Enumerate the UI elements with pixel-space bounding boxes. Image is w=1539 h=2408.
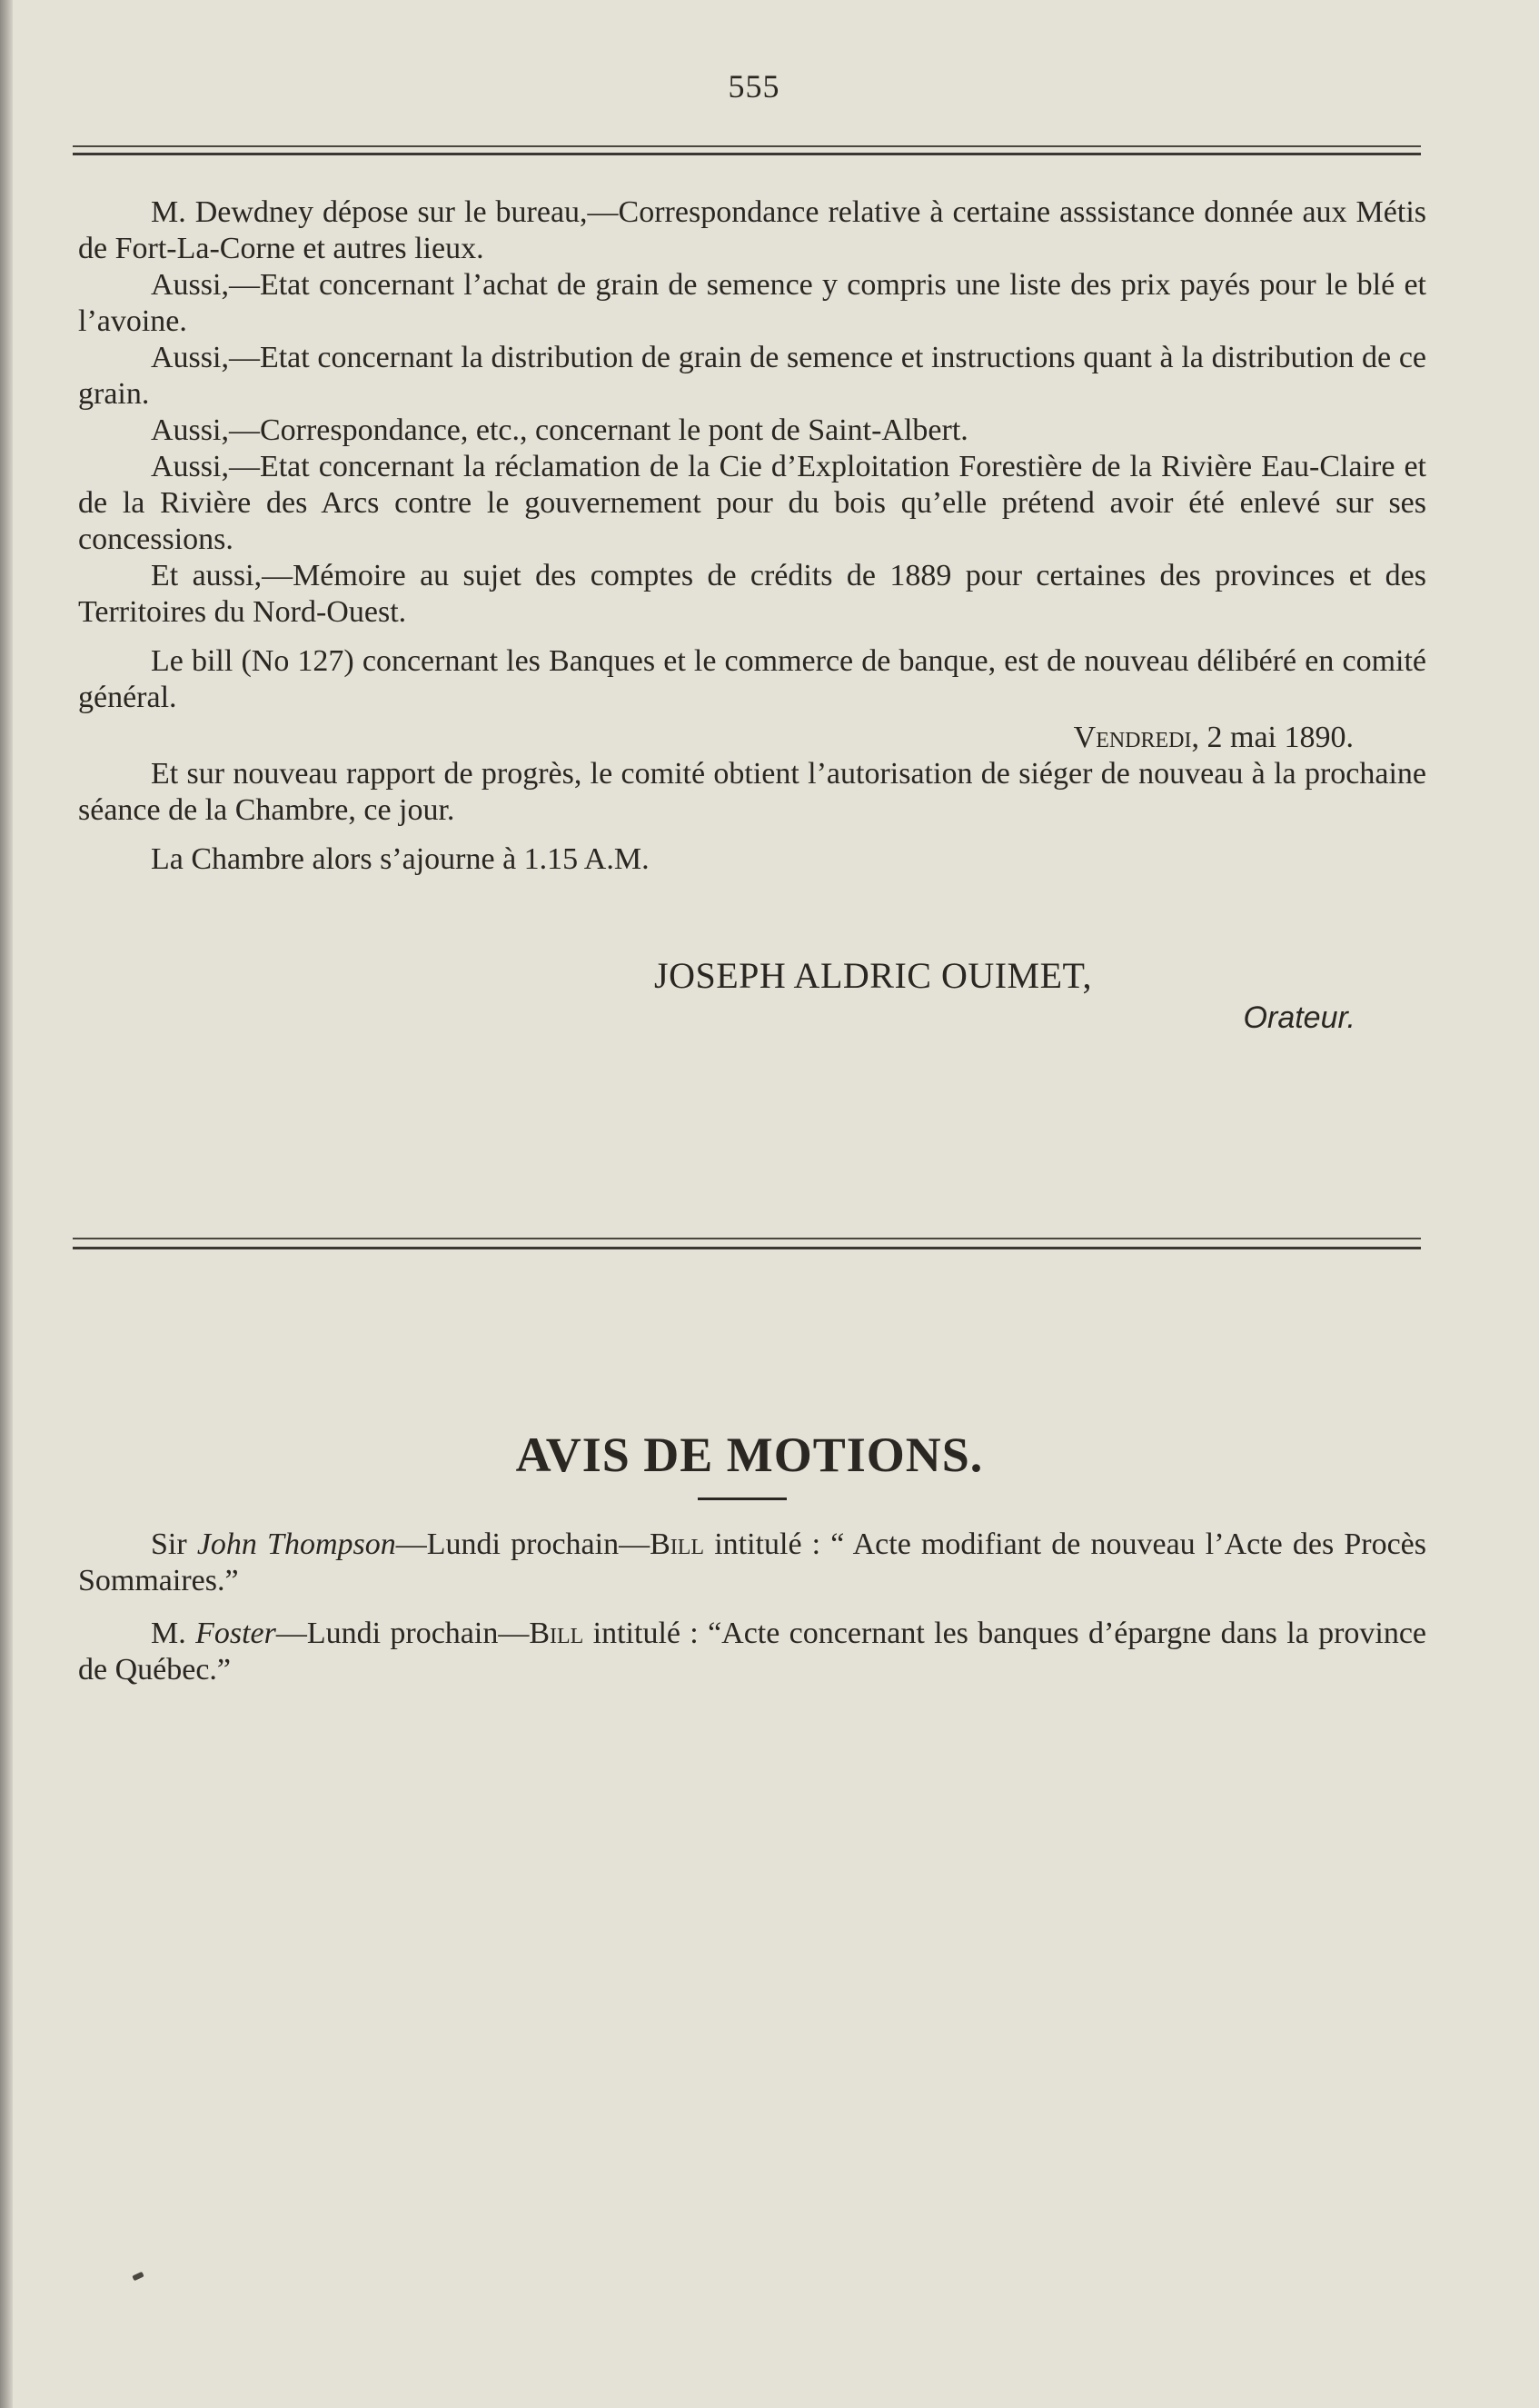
proceedings-text [78,194,1426,878]
ink-speck [132,2272,144,2282]
motion-foster-prefix: M. [151,1617,196,1650]
motion-foster-rest: intitulé : “Acte concernant les banques d’épargne dans la province de Québec.” [78,1617,1427,1687]
motion-thompson-prefix: Sir [151,1527,197,1561]
motion-foster-name: Foster [195,1617,276,1650]
heading-underline [698,1498,787,1500]
signature-block [654,956,1355,1038]
speaker-name: JOSEPH ALDRIC OUIMET, [654,955,1093,996]
header-rule-top [73,145,1421,147]
motion-thompson [78,1527,1426,1599]
page-number: 555 [728,68,780,104]
header-rule-bottom [73,153,1421,155]
motion-thompson-name: John Thompson [196,1527,396,1561]
date-rest: , 2 mai 1890. [1191,721,1354,754]
motion-foster-bill: Bill [529,1617,584,1650]
paragraph-credits-memo: Et aussi,—Mémoire au sujet des comptes de crédits de 1889 pour certaines des provinces et des Territoires du Nord-Ouest. [78,559,1426,629]
paragraph-dewdney: M. Dewdney dépose sur le bureau,—Correspondance relative à certaine asssistance donnée aux Métis de Fort-La-Corne et autres lieux. [78,195,1426,265]
motion-thompson-rest: intitulé : “ Acte modifiant de nouveau l’Acte des Procès Sommaires.” [78,1527,1427,1597]
paragraph-forestry-claim: Aussi,—Etat concernant la réclamation de la Cie d’Exploitation Forestière de la Rivière Eau-Claire et de la Rivière des Arcs contre le gouvernement pour du bois qu’elle prétend avoir été enlevé sur ses concessions. [78,450,1426,556]
speaker-title: Orateur. [1243,1000,1355,1035]
motions-list [78,1527,1426,1688]
paragraph-bill-127: Le bill (No 127) concernant les Banques et le commerce de banque, est de nouveau délibéré en comité général. [78,644,1426,714]
motion-foster [78,1616,1426,1688]
paragraph-adjournment: La Chambre alors s’ajourne à 1.15 A.M. [151,842,650,876]
motion-thompson-mid: —Lundi prochain— [395,1527,650,1561]
paragraph-seed-grain-purchase: Aussi,—Etat concernant l’achat de grain de semence y compris une liste des prix payés pour le blé et l’avoine. [78,268,1426,338]
paragraph-progress-report: Et sur nouveau rapport de progrès, le comité obtient l’autorisation de siéger de nouveau à la prochaine séance de la Chambre, ce jour. [78,757,1426,827]
date-line [78,720,1426,756]
page-edge-shadow [0,0,13,2408]
date-day: Vendredi [1073,721,1192,754]
paragraph-saint-albert-bridge: Aussi,—Correspondance, etc., concernant le pont de Saint-Albert. [151,413,968,447]
motions-heading: AVIS DE MOTIONS. [515,1428,984,1482]
motion-thompson-bill: Bill [650,1527,705,1561]
section-rule-bottom [73,1247,1421,1249]
paragraph-seed-grain-distribution: Aussi,—Etat concernant la distribution de grain de semence et instructions quant à la distribution de ce grain. [78,341,1426,411]
section-rule-top [73,1238,1421,1239]
motion-foster-mid: —Lundi prochain— [275,1617,530,1650]
